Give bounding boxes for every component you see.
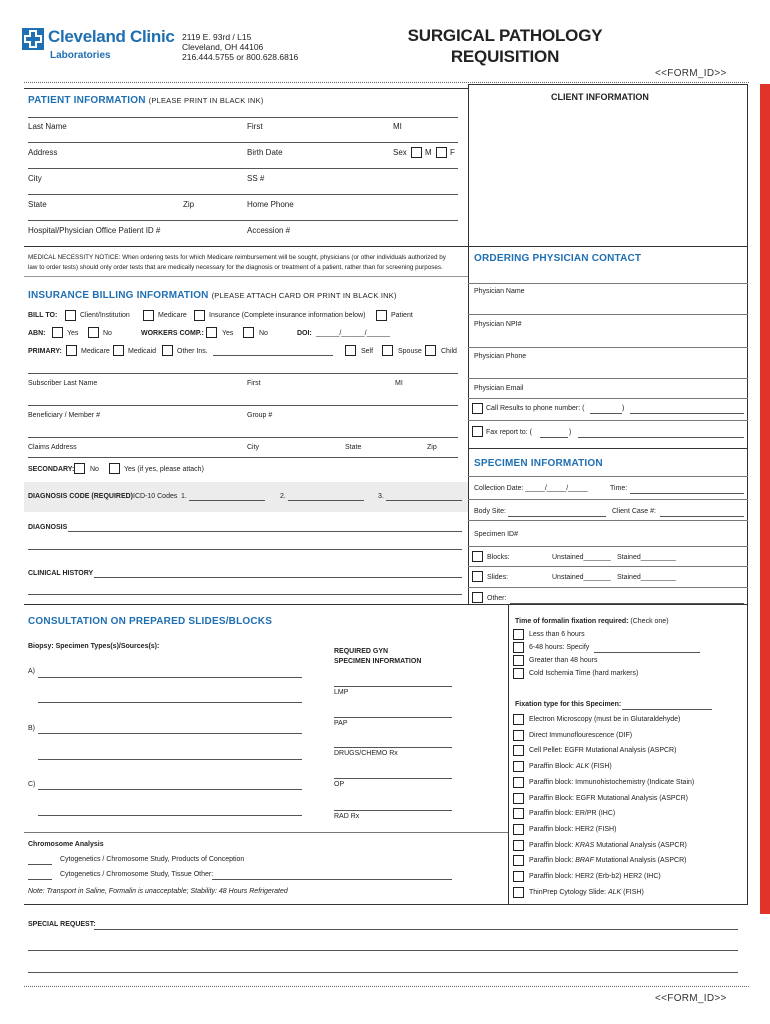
primary-label: PRIMARY: xyxy=(28,348,62,355)
fixation-label-4: Paraffin block: Immunohistochemistry (Indicate Stain) xyxy=(529,778,695,786)
call-results-label: Call Results to phone number: ( xyxy=(486,405,585,412)
notice-top-line xyxy=(24,246,468,247)
primary-other-label: Other Ins. xyxy=(177,348,208,355)
specimen-b-field-1[interactable] xyxy=(38,733,302,734)
sex-f-checkbox[interactable] xyxy=(436,147,447,158)
last-name-label: Last Name xyxy=(28,122,67,131)
address-line-1: 2119 E. 93rd / L15 xyxy=(182,32,252,42)
fixation-checkbox-8[interactable] xyxy=(513,840,524,851)
fixation-label-8: Paraffin block: KRAS Mutational Analysis (ASPCR) xyxy=(529,841,687,849)
fixation-checkbox-5[interactable] xyxy=(513,793,524,804)
pap-label: PAP xyxy=(334,720,348,727)
state-field[interactable] xyxy=(28,220,458,221)
physician-section-title: ORDERING PHYSICIAN CONTACT xyxy=(474,253,642,264)
accession-label: Accession # xyxy=(247,226,291,235)
cyto-1-label: Cytogenetics / Chromosome Study, Products of Conception xyxy=(60,856,245,863)
specimen-id-label: Specimen ID# xyxy=(474,531,518,538)
clinical-history-field-1[interactable] xyxy=(94,577,462,578)
fixation-checkbox-0[interactable] xyxy=(513,714,524,725)
drugs-field[interactable] xyxy=(334,747,452,748)
self-checkbox[interactable] xyxy=(345,345,356,356)
call-results-close: ) xyxy=(622,405,625,412)
bottom-dotted-line xyxy=(24,986,749,987)
column-divider-lower xyxy=(508,604,509,904)
op-field[interactable] xyxy=(334,778,452,779)
specimen-a-label: A) xyxy=(28,668,35,675)
city-label: City xyxy=(28,174,42,183)
patient-top-line xyxy=(24,88,468,89)
fixation-label-2: Cell Pellet: EGFR Mutational Analysis (ASPCR) xyxy=(529,747,677,755)
slides-label: Slides: xyxy=(487,574,509,581)
special-request-field-1[interactable] xyxy=(94,929,738,930)
bill-client-label: Client/Institution xyxy=(80,312,130,319)
formalin-checkbox-1[interactable] xyxy=(513,642,524,653)
icd-label: ICD-10 Codes xyxy=(133,493,178,500)
rad-field[interactable] xyxy=(334,810,452,811)
sex-label: Sex xyxy=(393,148,407,157)
workers-comp-label: WORKERS COMP.: xyxy=(141,330,204,337)
bill-medicare-label: Medicare xyxy=(158,312,187,319)
body-site-label: Body Site: xyxy=(474,508,506,515)
physician-name-label: Physician Name xyxy=(474,288,525,295)
secondary-no-checkbox[interactable] xyxy=(74,463,85,474)
formalin-title xyxy=(515,617,669,627)
claims-state-label: State xyxy=(345,444,362,451)
fixation-label-10: Paraffin block: HER2 (Erb-b2) HER2 (IHC) xyxy=(529,873,661,880)
secondary-no-label: No xyxy=(90,466,99,473)
cyto-1-blank[interactable] xyxy=(28,864,52,865)
formalin-title-bold: Time of formalin fixation required: xyxy=(515,618,629,625)
physician-title-line xyxy=(468,283,748,284)
child-checkbox[interactable] xyxy=(425,345,436,356)
other-ins-field[interactable] xyxy=(213,355,333,356)
state-label: State xyxy=(28,200,47,209)
fixation-checkbox-4[interactable] xyxy=(513,777,524,788)
consultation-top-line xyxy=(24,604,748,605)
specimen-section-title: SPECIMEN INFORMATION xyxy=(474,458,603,469)
beneficiary-field[interactable] xyxy=(28,405,458,406)
wc-no-checkbox[interactable] xyxy=(243,327,254,338)
blocks-stained: Stained_________ xyxy=(617,554,676,561)
drugs-label: DRUGS/CHEMO Rx xyxy=(334,750,398,757)
medical-necessity-line-2: law to order tests) should only order tests that are medically necessary for the diagnosis or treatment of a patient, rather than for screening purposes. xyxy=(28,264,443,271)
special-request-field-3[interactable] xyxy=(28,972,738,973)
req-gyn-line-1: REQUIRED GYN xyxy=(334,648,389,655)
formalin-label-3: Cold Ischemia Time (hard markers) xyxy=(529,670,639,677)
fax-report-label: Fax report to: ( xyxy=(486,429,532,436)
subscriber-first-label: First xyxy=(247,380,261,387)
physician-phone-line xyxy=(468,378,748,379)
fax-report-checkbox[interactable] xyxy=(472,426,483,437)
collection-line xyxy=(468,499,748,500)
patient-title: PATIENT INFORMATION xyxy=(28,95,146,106)
group-label: Group # xyxy=(247,412,273,419)
icd-1-field[interactable] xyxy=(189,500,265,501)
physician-email-label: Physician Email xyxy=(474,385,524,392)
call-results-line xyxy=(468,420,748,421)
fax-number-field[interactable] xyxy=(578,437,744,438)
fixation-checkbox-6[interactable] xyxy=(513,808,524,819)
logo-name: Cleveland Clinic xyxy=(48,27,175,46)
icd-3-field[interactable] xyxy=(386,500,462,501)
claims-zip-label: Zip xyxy=(427,444,437,451)
insurance-title: INSURANCE BILLING INFORMATION xyxy=(28,290,209,301)
fixation-label-11: ThinPrep Cytology Slide: ALK (FISH) xyxy=(529,888,644,896)
op-label: OP xyxy=(334,781,345,788)
spouse-checkbox[interactable] xyxy=(382,345,393,356)
first-name-label: First xyxy=(247,122,263,131)
diagnosis-field-1[interactable] xyxy=(68,531,462,532)
column-divider xyxy=(468,84,469,604)
mi-label: MI xyxy=(393,122,402,131)
icd-1-label: 1. xyxy=(181,493,187,500)
wc-no-label: No xyxy=(259,330,268,337)
body-site-line xyxy=(468,520,748,521)
fixation-checkbox-2[interactable] xyxy=(513,745,524,756)
fixation-title: Fixation type for this Specimen: xyxy=(515,701,622,708)
blocks-line xyxy=(468,566,748,567)
abn-yes-checkbox[interactable] xyxy=(52,327,63,338)
header-divider xyxy=(24,82,749,83)
specimen-a-field-1[interactable] xyxy=(38,677,302,678)
cyto-2-blank[interactable] xyxy=(28,879,52,880)
req-gyn-line-2: SPECIMEN INFORMATION xyxy=(334,658,422,665)
wc-yes-label: Yes xyxy=(222,330,234,337)
call-results-phone-field[interactable] xyxy=(590,413,622,414)
sex-m-label: M xyxy=(425,148,432,157)
time-field[interactable] xyxy=(630,493,744,494)
fixation-label-9: Paraffin block: BRAF Mutational Analysis (ASPCR) xyxy=(529,857,687,865)
fixation-label-6: Paraffin block: ER/PR (IHC) xyxy=(529,810,616,818)
abn-no-label: No xyxy=(103,330,112,337)
patient-section-title xyxy=(28,95,264,106)
bill-client-checkbox[interactable] xyxy=(65,310,76,321)
wc-yes-checkbox[interactable] xyxy=(206,327,217,338)
fixation-type-field[interactable] xyxy=(622,709,712,710)
office-patient-id-label: Hospital/Physician Office Patient ID # xyxy=(28,226,161,235)
abn-no-checkbox[interactable] xyxy=(88,327,99,338)
abn-label: ABN: xyxy=(28,330,46,337)
fixation-checkbox-9[interactable] xyxy=(513,855,524,866)
logo-sub: Laboratories xyxy=(50,50,111,61)
formalin-checkbox-2[interactable] xyxy=(513,655,524,666)
subscriber-field[interactable] xyxy=(28,373,458,374)
fixation-checkbox-11[interactable] xyxy=(513,887,524,898)
subscriber-mi-label: MI xyxy=(395,380,403,387)
physician-name-line xyxy=(468,314,748,315)
fixation-checkbox-1[interactable] xyxy=(513,730,524,741)
formalin-label-0: Less than 6 hours xyxy=(529,631,585,638)
primary-medicaid-label: Medicaid xyxy=(128,348,157,355)
fax-line xyxy=(468,448,748,449)
physician-top-line xyxy=(468,246,748,247)
blocks-label: Blocks: xyxy=(487,554,510,561)
diagnosis-field-2[interactable] xyxy=(28,549,462,550)
address-line-3: 216.444.5755 or 800.628.6816 xyxy=(182,52,299,62)
fixation-label-1: Direct Immunoflourescence (DIF) xyxy=(529,731,633,739)
fixation-label-0: Electron Microscopy (must be in Glutaraldehyde) xyxy=(529,716,681,723)
specimen-id-line xyxy=(468,546,748,547)
formalin-specify-field[interactable] xyxy=(594,652,700,653)
primary-medicare-checkbox[interactable] xyxy=(66,345,77,356)
other-label: Other: xyxy=(487,595,507,602)
icd-2-label: 2. xyxy=(280,493,286,500)
name-field[interactable] xyxy=(28,117,458,118)
red-accent-bar xyxy=(760,84,770,914)
diagnosis-code-label: DIAGNOSIS CODE (REQUIRED) xyxy=(28,493,134,500)
consultation-section-title: CONSULTATION ON PREPARED SLIDES/BLOCKS xyxy=(28,616,273,627)
bill-insurance-label: Insurance (Complete insurance information below) xyxy=(209,312,366,319)
chromosome-label: Chromosome Analysis xyxy=(28,841,104,848)
clinical-history-label: CLINICAL HISTORY xyxy=(28,570,94,577)
claims-city-label: City xyxy=(247,444,260,451)
secondary-yes-label: Yes (if yes, please attach) xyxy=(124,466,204,473)
notice-bottom-line xyxy=(24,276,468,277)
icd-2-field[interactable] xyxy=(288,500,364,501)
special-request-label: SPECIAL REQUEST: xyxy=(28,921,96,928)
patient-subtitle: (PLEASE PRINT IN BLACK INK) xyxy=(148,96,264,105)
time-label: Time: xyxy=(610,485,628,492)
fixation-label-7: Paraffin block: HER2 (FISH) xyxy=(529,825,617,833)
fax-report-close: ) xyxy=(569,429,572,436)
physician-email-line xyxy=(468,398,748,399)
other-checkbox[interactable] xyxy=(472,592,483,603)
formalin-checkbox-3[interactable] xyxy=(513,668,524,679)
client-info-title: CLIENT INFORMATION xyxy=(551,92,649,102)
specimen-c-label: C) xyxy=(28,781,36,788)
abn-yes-label: Yes xyxy=(67,330,79,337)
primary-other-checkbox[interactable] xyxy=(162,345,173,356)
spouse-label: Spouse xyxy=(398,348,422,355)
sex-f-label: F xyxy=(450,148,455,157)
secondary-label: SECONDARY: xyxy=(28,466,75,473)
client-case-label: Client Case #: xyxy=(612,508,656,515)
medical-necessity-line-1: MEDICAL NECESSITY NOTICE: When ordering tests for which Medicare reimbursement will be sought, physicians (or other individuals authorized by xyxy=(28,254,446,261)
beneficiary-label: Beneficiary / Member # xyxy=(28,412,100,419)
cleveland-clinic-logo-icon xyxy=(22,28,44,50)
primary-medicaid-checkbox[interactable] xyxy=(113,345,124,356)
client-case-field[interactable] xyxy=(660,516,744,517)
slides-line xyxy=(468,587,748,588)
specimen-b-field-2[interactable] xyxy=(38,759,302,760)
home-phone-label: Home Phone xyxy=(247,200,294,209)
formalin-label-1: 6-48 hours: Specify xyxy=(529,644,590,651)
address-line-2: Cleveland, OH 44106 xyxy=(182,42,264,52)
call-results-checkbox[interactable] xyxy=(472,403,483,414)
city-field[interactable] xyxy=(28,194,458,195)
body-site-field[interactable] xyxy=(508,516,606,517)
special-request-top-line xyxy=(24,904,748,905)
cyto-2-field[interactable] xyxy=(212,879,452,880)
special-request-field-2[interactable] xyxy=(28,950,738,951)
collection-date-label: Collection Date: _____/_____/_____ xyxy=(474,485,588,492)
sex-m-checkbox[interactable] xyxy=(411,147,422,158)
diagnosis-label: DIAGNOSIS xyxy=(28,524,68,531)
pap-field[interactable] xyxy=(334,717,452,718)
fax-area-field[interactable] xyxy=(540,437,568,438)
specimen-c-field-2[interactable] xyxy=(38,815,302,816)
claims-address-field[interactable] xyxy=(28,457,458,458)
physician-npi-line xyxy=(468,347,748,348)
physician-phone-label: Physician Phone xyxy=(474,353,527,360)
subscriber-last-label: Subscriber Last Name xyxy=(28,380,98,387)
fixation-checkbox-7[interactable] xyxy=(513,824,524,835)
client-box-top xyxy=(468,84,748,85)
claims-field[interactable] xyxy=(28,437,458,438)
blocks-checkbox[interactable] xyxy=(472,551,483,562)
claims-address-label: Claims Address xyxy=(28,444,77,451)
icd-3-label: 3. xyxy=(378,493,384,500)
form-title-line-2: REQUISITION xyxy=(450,47,560,66)
specimen-c-field-1[interactable] xyxy=(38,789,302,790)
clinical-history-field-2[interactable] xyxy=(28,594,462,595)
bill-insurance-checkbox[interactable] xyxy=(194,310,205,321)
slides-stained: Stained_________ xyxy=(617,574,676,581)
fixation-label-3: Paraffin Block: ALK (FISH) xyxy=(529,763,612,771)
address-label: Address xyxy=(28,148,58,157)
fixation-label-5: Paraffin Block: EGFR Mutational Analysis (ASPCR) xyxy=(529,794,688,802)
name-field-line[interactable] xyxy=(28,142,458,143)
transport-note: Note: Transport in Saline, Formalin is unacceptable; Stability: 48 Hours Refrigerated xyxy=(28,888,288,895)
formalin-label-2: Greater than 48 hours xyxy=(529,657,598,664)
insurance-section-title xyxy=(28,290,397,301)
form-id-bottom: <<FORM_ID>> xyxy=(655,993,727,1004)
form-id-top: <<FORM_ID>> xyxy=(655,68,727,79)
doi-label: DOI: xyxy=(297,330,312,337)
form-title-line-1: SURGICAL PATHOLOGY xyxy=(407,26,603,45)
chromosome-top-line xyxy=(24,832,508,833)
self-label: Self xyxy=(361,348,374,355)
insurance-subtitle: (PLEASE ATTACH CARD OR PRINT IN BLACK INK) xyxy=(211,291,397,300)
bill-medicare-checkbox[interactable] xyxy=(143,310,154,321)
primary-medicare-label: Medicare xyxy=(81,348,110,355)
ss-label: SS # xyxy=(247,174,265,183)
bill-to-label: BILL TO: xyxy=(28,312,58,319)
biopsy-label: Biopsy: Specimen Types(s)/Sources(s): xyxy=(28,643,160,650)
birth-date-label: Birth Date xyxy=(247,148,283,157)
client-box-right xyxy=(747,84,748,904)
bill-patient-checkbox[interactable] xyxy=(376,310,387,321)
rad-label: RAD Rx xyxy=(334,813,360,820)
lmp-label: LMP xyxy=(334,689,349,696)
formalin-checkbox-0[interactable] xyxy=(513,629,524,640)
doi-field[interactable]: ______/______/______ xyxy=(316,330,390,337)
zip-label: Zip xyxy=(183,200,195,209)
bill-patient-label: Patient xyxy=(391,312,413,319)
specimen-b-label: B) xyxy=(28,725,35,732)
fixation-checkbox-10[interactable] xyxy=(513,871,524,882)
secondary-yes-checkbox[interactable] xyxy=(109,463,120,474)
physician-npi-label: Physician NPI# xyxy=(474,321,522,328)
address-field[interactable] xyxy=(28,168,458,169)
call-results-extra-field[interactable] xyxy=(630,413,744,414)
slides-checkbox[interactable] xyxy=(472,571,483,582)
specimen-a-field-2[interactable] xyxy=(38,702,302,703)
blocks-unstained: Unstained_______ xyxy=(552,554,611,561)
specimen-title-line xyxy=(468,476,748,477)
cyto-2-label: Cytogenetics / Chromosome Study, Tissue Other: xyxy=(60,871,214,878)
formalin-title-rest: (Check one) xyxy=(630,618,669,625)
lmp-field[interactable] xyxy=(334,686,452,687)
child-label: Child xyxy=(441,348,457,355)
slides-unstained: Unstained_______ xyxy=(552,574,611,581)
fixation-checkbox-3[interactable] xyxy=(513,761,524,772)
